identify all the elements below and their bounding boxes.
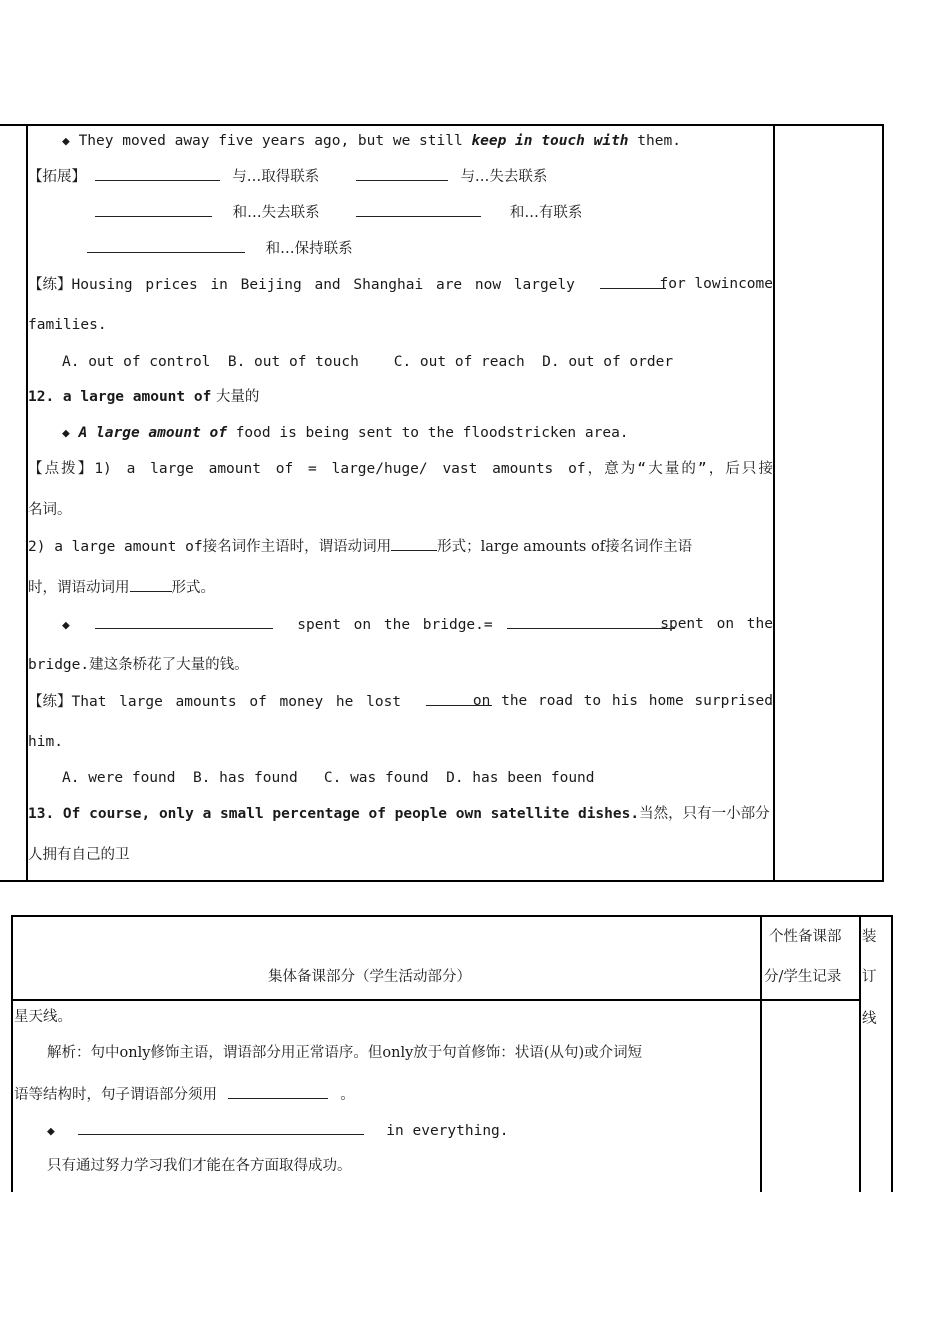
table2-header-side-1: 个性备课部 [769,929,842,945]
item12-tip1-a: 【点拨】1) a large amount of = large/huge/ vast amounts of，意为“大量的”，后只接 [28,461,773,477]
binding-char-1: 装 [862,929,877,945]
item12-exercise-a: ◆ spent on the bridge.= spent on the [62,616,773,633]
table2-left-border [11,915,13,1192]
practice2-line-a: 【练】That large amounts of money he lost on the road to his home surprised [28,693,773,710]
item12-tip2-a: 2) a large amount of接名词作主语时，谓语动词用 形式；large amounts of接名词作主语 [28,536,692,557]
item13-line-b: 人拥有自己的卫 [28,847,130,863]
table2-line1: 星天线。 [14,1009,72,1025]
table1-bottom-border [0,880,884,882]
expand-row-2: 和…失去联系 和…有联系 [95,202,582,223]
item12-tip1-b: 名词。 [28,502,72,518]
item12-title: 12. a large amount of 大量的 [28,389,260,405]
item12-example: ◆ A large amount of food is being sent to the floodstricken area. [62,425,629,441]
answer-blank[interactable] [356,202,481,217]
practice2-line-b: him. [28,734,63,750]
table2-right-border [891,915,893,1192]
answer-blank[interactable] [356,166,448,181]
item12-tip2-b: 时，谓语动词用 形式。 [28,577,215,598]
diamond-bullet-icon: ◆ [62,618,70,633]
analysis-line-b: 语等结构时，句子谓语部分须用 。 [14,1084,355,1105]
practice1-options: A. out of control B. out of touch C. out of reach D. out of order [62,354,674,370]
analysis-line-a: 解析：句中only修饰主语，谓语部分用正常语序。但only放于句首修饰：状语(从句)或介词短 [47,1045,643,1061]
table2-binding-divider [859,915,861,1192]
answer-blank[interactable] [95,166,220,181]
practice2-options: A. were found B. has found C. was found D. has been found [62,770,595,786]
practice1-line-b: families. [28,317,107,333]
answer-blank[interactable] [87,238,245,253]
answer-blank[interactable] [600,274,666,289]
table2-exercise: ◆ in everything. [47,1120,509,1142]
keep-in-touch-example: ◆ They moved away five years ago, but we still keep in touch with them. [62,133,681,149]
practice1-line-a: 【练】Housing prices in Beijing and Shanghai are now largely for lowincome [28,276,773,293]
answer-blank[interactable] [95,202,212,217]
answer-blank[interactable] [228,1084,328,1099]
answer-blank[interactable] [391,536,437,551]
answer-blank[interactable] [78,1120,364,1135]
binding-char-3: 线 [862,1011,877,1027]
table1-top-border [0,124,884,126]
table2-divider [760,915,762,1192]
diamond-bullet-icon: ◆ [62,134,70,149]
item13-line-a: 13. Of course, only a small percentage of people own satellite dishes.当然，只有一小部分 [28,806,770,822]
diamond-bullet-icon: ◆ [47,1124,55,1139]
table1-divider [773,124,775,882]
table2-header-side-2: 分/学生记录 [764,969,842,985]
answer-blank[interactable] [95,614,273,629]
expand-row-1: 【拓展】 与…取得联系 与…失去联系 [28,166,547,187]
table2-exercise-cn: 只有通过努力学习我们才能在各方面取得成功。 [47,1158,352,1174]
binding-char-2: 订 [862,969,877,985]
table2-header-bottom [11,999,861,1001]
table2-header-main: 集体备课部分（学生活动部分） [268,969,471,985]
expand-row-3: 和…保持联系 [87,238,353,259]
table1-right-border [882,124,884,882]
diamond-bullet-icon: ◆ [62,426,70,441]
answer-blank[interactable] [130,577,172,592]
item12-exercise-b: bridge.建这条桥花了大量的钱。 [28,657,249,673]
answer-blank[interactable] [507,614,675,629]
